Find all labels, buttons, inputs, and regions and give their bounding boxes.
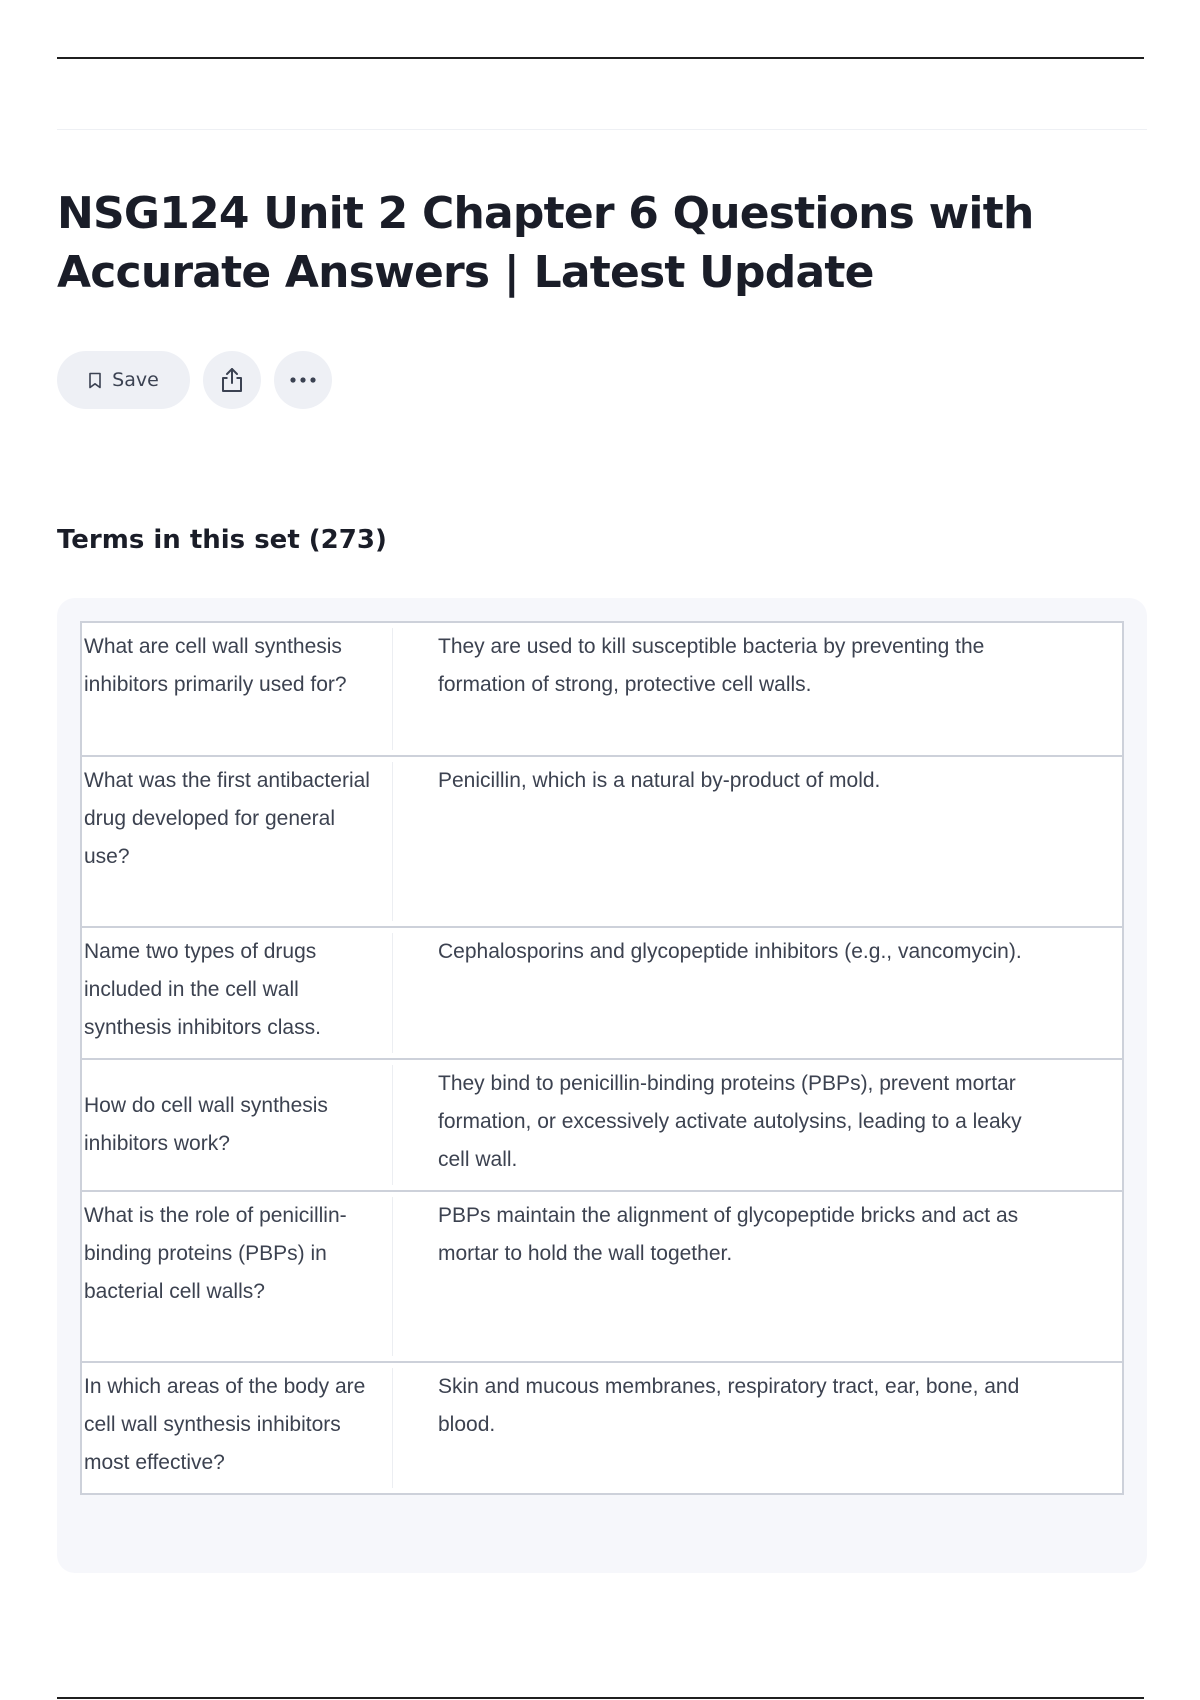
table-row <box>82 755 1122 926</box>
term-cell: Name two types of drugs included in the cell wall synthesis inhibitors class. <box>82 933 393 1053</box>
page-title: NSG124 Unit 2 Chapter 6 Questions with Accurate Answers | Latest Update <box>57 188 1034 298</box>
action-bar <box>57 351 332 409</box>
more-options-button[interactable] <box>274 351 332 409</box>
header-divider <box>57 129 1147 130</box>
top-divider <box>57 57 1144 59</box>
definition-cell: Cephalosporins and glycopeptide inhibitors (e.g., vancomycin). <box>438 940 1022 963</box>
save-button[interactable] <box>57 351 190 409</box>
table-row <box>82 623 1122 755</box>
term-cell: What was the first antibacterial drug developed for general use? <box>82 762 393 921</box>
bottom-divider <box>57 1697 1144 1699</box>
definition-cell: They are used to kill susceptible bacteria by preventing the formation of strong, protective cell walls. <box>438 635 985 696</box>
save-label: Save <box>112 369 159 391</box>
term-cell: What are cell wall synthesis inhibitors primarily used for? <box>82 628 393 750</box>
term-cell: How do cell wall synthesis inhibitors work? <box>82 1065 393 1185</box>
terms-heading: Terms in this set (273) <box>57 525 387 555</box>
definition-cell: They bind to penicillin-binding proteins (PBPs), prevent mortar formation, or excessively activate autolysins, leading to a leaky cell wall. <box>438 1072 1022 1171</box>
terms-table <box>80 621 1124 1495</box>
table-row <box>82 926 1122 1058</box>
bookmark-icon <box>88 372 102 389</box>
definition-cell: Penicillin, which is a natural by-product of mold. <box>438 769 881 792</box>
share-button[interactable] <box>203 351 261 409</box>
more-icon <box>289 376 317 384</box>
definition-cell: Skin and mucous membranes, respiratory tract, ear, bone, and blood. <box>438 1375 1020 1436</box>
term-cell: In which areas of the body are cell wall synthesis inhibitors most effective? <box>82 1368 393 1488</box>
share-icon <box>219 366 245 394</box>
term-cell: What is the role of penicillin-binding proteins (PBPs) in bacterial cell walls? <box>82 1197 393 1356</box>
table-row <box>82 1058 1122 1190</box>
definition-cell: PBPs maintain the alignment of glycopeptide bricks and act as mortar to hold the wall together. <box>438 1204 1019 1265</box>
table-row <box>82 1190 1122 1361</box>
table-row <box>82 1361 1122 1493</box>
